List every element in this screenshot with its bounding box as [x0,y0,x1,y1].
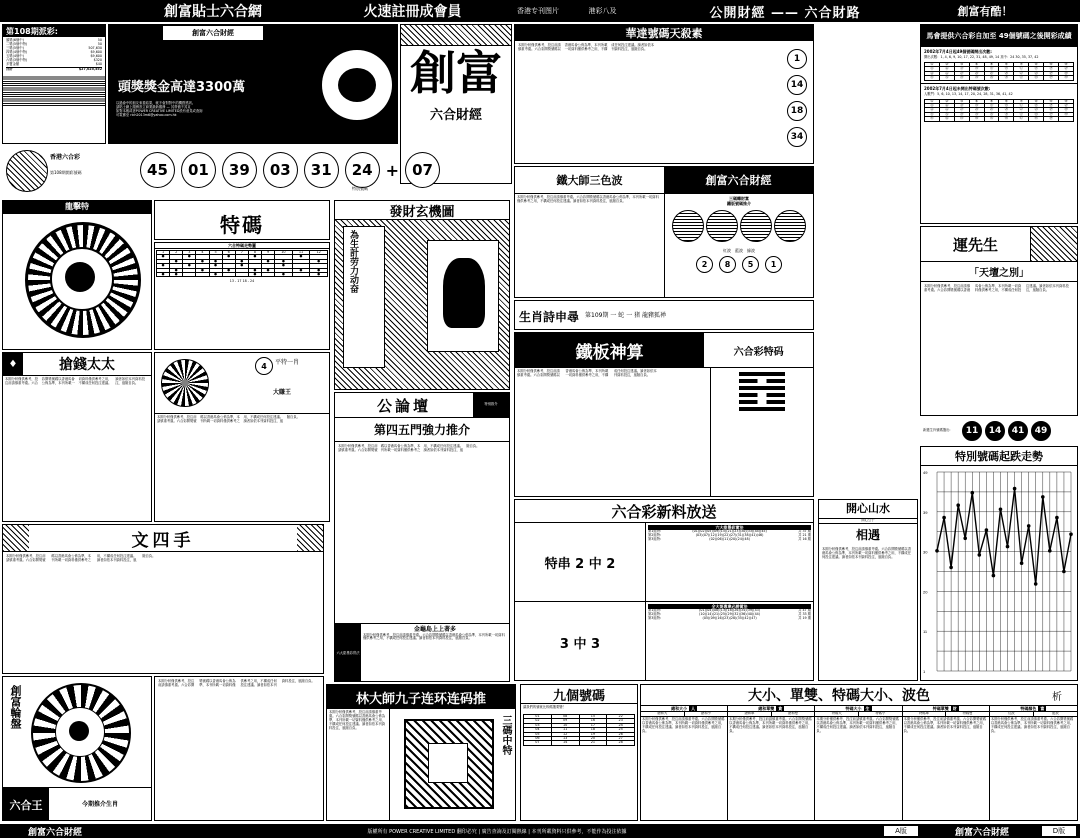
special-header-title: 特碼 [220,213,264,237]
promo-row-value: (01)(04)(08)(13)(18)(26)(34)(39)(43) [699,608,761,612]
draw-ball-2: 01 [181,152,216,188]
masthead-right1: 香港专刊图片 [517,7,559,15]
payout-label: 四獎(4個中特) [6,49,28,54]
payout-value: $27,025,552 [78,66,102,71]
three-color-left: 本期分析僅供參考，投注前請慎重考慮。六合彩開獎號碼以香港馬會公佈為準，本刊所載一切資料僅供參考之用，不構成任何投注建議。讀者如依本刊資料投注，風險自負。 [515,194,665,298]
nine-numbers-grid: 01 08 15 22 02 09 16 23 03 10 17 24 04 11 18 25 05 12 19 26 06 13 20 27 07 14 21 28 [523,714,635,746]
bottom-table-title: 特碼顏色 [1020,706,1037,711]
article-hotnumbers [514,24,814,164]
masthead-right-tag: 創富有酷！ [957,5,1013,18]
article-mr-luck [920,226,1078,416]
article-hotnumbers-body: 本期分析僅供參考，投注前請慎重考慮。六合彩開獎號碼以香港馬會公佈為準，本刊所載一切資料僅供參考之用，不構成任何投注建議。讀者如依本刊資料投注，風險自負。 [518,43,655,51]
fortune-picture-title: 發財玄機圖 [335,201,509,220]
article-wheel-diagram [2,200,152,350]
ironplate-sub: 六合彩特码 [733,346,784,358]
bottom-table-col1: 總和大 [657,711,668,715]
three-color-ball-2: 8 [719,256,736,273]
bottom-table-body: 本期分析僅供參考，投注前請慎重考慮。六合彩開獎號碼以香港馬會公佈為準，本刊所載一切資料僅供參考之用，不構成任何投注建議。讀者如依本刊資料投注，風險自負。 [642,716,725,733]
promo-row-value: (10)(14)(21)(25)(29)(32)(36)(40)(44) [699,611,761,616]
promo-row-value: (03)(07)(12)(19)(22)(27)(31)(38)(41)(46) [695,532,764,537]
bottom-table-col1: 特碼大 [831,711,842,715]
bottom-table-col2: 藍波 [1033,712,1077,716]
bottom-analysis-panel [640,684,1078,821]
liuhe-king-sub: 今期推介生肖 [81,801,118,809]
forum-title: 公論壇 [376,396,431,415]
ironplate-title: 鐵板神算 [515,333,704,367]
prize-banner [108,24,398,144]
symbol-body: 本期分析僅供參考，投注前請慎重考慮。六合彩開獎號碼以香港馬會公佈為準，本刊所載一切資料僅供參考之用，不構成任何投注建議。讀者如依本刊資料投注，風險自負。 [157,415,300,423]
article-three-color [514,166,814,298]
draw-special-ball: 07 [405,152,440,188]
prize-banner-logo: 創富六合財經 [163,26,263,40]
bottom-table-col2: 總和小 [684,712,728,716]
three-color-right [665,194,813,298]
bottom-table-badge: 富 [1040,706,1045,711]
payout-value: 50 [97,38,102,42]
draw-ball-3: 39 [222,152,257,188]
payout-label: 六獎(3個中特) [6,57,28,62]
mr-luck-title: 運先生 [952,235,998,254]
color-label-red: 紅波 [722,248,731,253]
symbol-caption: 平特一肖 [275,359,300,366]
promo-row-right: 共 21 期 [798,532,811,537]
three-color-ball-4: 1 [765,256,782,273]
prize-banner-text: 頭獎獎金高達3300萬 [118,80,246,95]
payout-label: 二獎(5個中特) [6,41,28,46]
symbol-subcaption: 大賺王 [273,389,292,396]
issue-payout-title: 第108期派彩: [3,25,105,37]
draw-numbers-row [140,146,440,194]
prize-banner-line3: 如對本報或者POWER CREATIVE LIMITED設有意見或查詢 [116,108,203,113]
svg-text:1: 1 [923,669,926,674]
promo-row-right: 共 16 期 [798,536,811,541]
article-master-lin [326,684,516,821]
svg-text:39: 39 [923,509,928,515]
trend-chart-canvas [921,466,1077,681]
ironplate-hexagram [711,368,813,497]
stats-panel-title: 馬會提供六合彩自加至 49個號碼之後開彩成績 [921,25,1077,47]
draw-special-label: 特別號碼 [352,186,368,191]
promo-row-label: 第3組特: [648,615,662,620]
forum-tag: 特别推介 [473,393,509,417]
happy-mountain-author: 開心公子 [819,519,917,524]
article-hotnumbers-title: 華達號碼天殺素 [515,25,813,41]
bottom-table-1 [728,706,815,821]
prize-banner-body [116,102,331,118]
trend-chart-svg [921,466,1077,681]
promo-row-right: 共 33 期 [798,611,811,616]
draw-ball-5: 31 [304,152,339,188]
special-number-grid: 1 2 3 4 5 6 7 8 9 10 11 12 ● ● ● ● ● ● ● ● ● ● ● ● ● ● ● ● ● ● ● ● ● ● ● ● ● ● ● ● ● ● [156,250,328,277]
forum-body: 本期分析僅供參考，投注前請慎重考慮。六合彩開獎號碼以香港馬會公佈為準，本刊所載一切資料僅供參考之用，不構成任何投注建議。讀者如依本刊資料投注，風險自負。 [338,444,480,452]
zodiac-poem-title: 生肖詩申尋 [519,309,580,324]
bottom-table-body: 本期分析僅供參考，投注前請慎重考慮。六合彩開獎號碼以香港馬會公佈為準，本刊所載一切資料僅供參考之用，不構成任何投注建議。讀者如依本刊資料投注，風險自負。 [903,716,987,733]
svg-text:49: 49 [923,470,928,475]
symbol-ball-4: 4 [255,357,273,375]
draw-label-block [2,146,112,194]
bottom-table-col1: 紅波 [1008,711,1015,715]
prize-banner-sub: 以過會中的朋友來看結果，就不會對對中的機感感到。 [116,101,196,105]
mr-luck-portrait-icon [1030,227,1077,261]
article-zodiac-poem [514,300,814,330]
happy-mountain-title: 開心山水 [819,500,917,519]
bottom-table-col1: 特碼單 [918,711,929,715]
four-hands-body: 本期分析僅供參考，投注前請慎重考慮。六合彩開獎號碼以香港馬會公佈為準，本刊所載一切資料僅供參考之用，不構成任何投注建議。讀者如依本刊資料投注，風險自負。 [6,554,156,562]
stats-sec1-title: 2002年7月4日起49個號碼開出次數: [924,49,992,54]
article-three-color-logo: 創富六合財經 [664,167,813,193]
payout-value: $9,600 [90,53,102,58]
fortune-picture-sub: 為生計劳力动奋 [348,230,358,293]
article-liuhe-king [2,676,152,821]
sidebar-text-body: 本期分析僅供參考，投注前請慎重考慮。六合彩開獎號碼以香港馬會公佈為準，本刊所載一切資料僅供參考之用，不構成任何投注建議。讀者如依本刊資料投注，風險自負。 [158,679,315,687]
svg-text:20: 20 [923,589,928,595]
svg-text:11: 11 [923,629,928,635]
footer-page-d: D版 [1042,826,1076,836]
prize-banner-line2: 請貼士網上服務設立商業最新服務 — 其實億不其克 [116,104,191,109]
forum-gold-title: 金龜島上上著多 [413,626,456,633]
article-special-header [154,200,330,240]
bottom-analysis-title: 大小、單雙、特碼大小、波色 [748,688,930,704]
bottom-table-body: 本期分析僅供參考，投注前請慎重考慮。六合彩開獎號碼以香港馬會公佈為準，本刊所載一切資料僅供參考之用，不構成任何投注建議。讀者如依本刊資料投注，風險自負。 [729,716,812,733]
stats-sec2-title: 2002年7月4日起未開出特碼號次數: [921,83,1077,93]
prize-banner-line4: 可電郵至 rich2013m6@yahoo.com.hk [116,112,177,117]
stats-sec1-text: 開出次數：1, 4, 6, 9, 10, 17, 22, 31, 48, 49, 14 其中：24 30, 35, 37, 42 [924,55,1039,59]
promo-row-label: 第2組特: [648,532,662,537]
masthead-band-title: 公開財經 —— 六合財路 [709,5,861,21]
bottom-table-badge: 貪 [778,706,783,711]
nine-numbers-title: 九個號碼 [521,685,637,704]
master-lin-sub: 三碼中特 [500,715,511,755]
bottom-table-title: 總和單雙 [758,706,775,711]
master-lin-title: 林大師九子连环连码推 [327,685,515,709]
promo-t2-header [515,602,646,681]
article-three-color-title: 鐵大師三色波 [556,174,623,187]
three-color-ball-1: 2 [696,256,713,273]
article-fortune-picture [334,200,510,390]
draw-ball-6: 24 [345,152,380,188]
promo-row-right: 共 47 期 [798,608,811,612]
promo-row-right: 共 37 期 [798,529,811,533]
bottom-table-3 [903,706,990,821]
draw-ball-1: 45 [140,152,175,188]
article-forum [334,392,510,682]
article-four-hands [2,524,324,674]
money-lady-icon: ♦ [3,353,23,375]
promo-row-value: (02)(06)(11)(20)(24)(48) [709,536,750,541]
payout-value: 50 [97,41,102,46]
promo-row-label: 第1組特: [648,529,662,533]
draw-ball-4: 03 [263,152,298,188]
stats-sec2-text: 人數門：5, 6, 10, 13, 14, 17, 20, 24, 28, 31, 36, 41, 42 [924,91,1013,96]
payout-value: $40 [95,61,102,66]
promo-row-value: (01)(02)(05)(09)(15)(21)(23)(30)(33)(44)(45) [692,529,767,533]
bottom-table-title: 特碼大小 [845,706,862,711]
four-hands-title: 文四手 [131,530,195,551]
article-nine-numbers [520,684,638,821]
cover-big-title: 創富 [410,46,502,100]
mr-luck-subtitle: 「天壇之別」 [921,262,1077,282]
hk-logo-icon [6,150,48,192]
payout-label: 三獎(5個中) [6,45,24,50]
bottom-table-0 [641,706,728,821]
special-number-range: 13 - 17 18 - 24 [229,279,255,284]
article-symbol-block [154,352,330,522]
article-new-material [514,499,814,681]
liuhe-king-title: 六合王 [3,788,49,821]
special-pick-ball-3: 41 [1008,421,1028,441]
plus-sign-icon: + [385,160,400,180]
footer-page-a: A版 [884,826,918,836]
liuhe-king-sidetitle: 創富輪盤 [9,685,22,729]
bottom-table-col2: 特碼雙 [945,712,989,716]
article-happy-mountain [818,499,918,681]
masthead-mid-title: 火速註冊成會員 [363,4,462,20]
special-number-caption: 六合特碼走勢圖 [155,243,329,249]
three-color-ball-3: 5 [742,256,759,273]
money-lady-title: 搶錢太太 [59,357,115,373]
footer-left-logo: 創富六合財經 [27,827,82,838]
special-pick-ball-1: 11 [962,421,982,441]
bottom-table-badge: 生 [865,706,870,711]
ironplate-body: 本期分析僅供參考，投注前請慎重考慮。六合彩開獎號碼以香港馬會公佈為準，本刊所載一切資料僅供參考之用，不構成任何投注建議。讀者如依本刊資料投注，風險自負。 [515,368,711,497]
zodiac-poem-sub: 第109期 一 蛇 一 猪 龍豬狐禅 [585,312,667,320]
promo-row-label: 第2組特: [648,611,662,616]
footer-right-logo: 創富六合財經 [954,827,1009,838]
mr-luck-body: 本期分析僅供參考，投注前請慎重考慮。六合彩開獎號碼以香港馬會公佈為準，本刊所載一切資料僅供參考之用，不構成任何投注建議。讀者如依本刊資料投注，風險自負。 [924,284,1069,292]
forum-badge: 六大甜墨彩實法 [335,624,361,682]
forum-gold-body: 本期分析僅供參考，投注前請慎重考慮。六合彩開獎號碼以香港馬會公佈為準，本刊所載一切資料僅供參考之用，不構成任何投注建議。讀者如依本刊資料投注，風險自負。 [363,632,505,641]
bottom-table-body: 本期分析僅供參考，投注前請慎重考慮。六合彩開獎號碼以香港馬會公佈為準，本刊所載一切資料僅供參考之用，不構成任何投注建議。讀者如依本刊資料投注，風險自負。 [990,716,1074,733]
special-pick-ball-2: 14 [985,421,1005,441]
bottom-table-title: 特碼單雙 [932,706,949,711]
master-lin-body: 本期分析僅供參考，投注前請慎重考慮。六合彩開獎號碼以香港馬會公佈為準，本刊所載一切資料僅供參考之用，不構成任何投注建議。讀者如依本刊資料投注，風險自負。 [327,709,390,821]
wheel-diagram-title: 龍擊特 [3,201,151,214]
payout-label: 頭獎(6個中) [6,38,24,42]
payout-label: 合計 [6,66,13,71]
svg-text:30: 30 [923,549,928,555]
bottom-table-col2: 特碼小 [858,712,902,716]
promo-row-label: 第3組特: [648,536,662,541]
bottom-table-badge: 財 [952,706,957,711]
masthead-right2: 港彩八及 [588,7,617,15]
bottom-table-title: 總和大小 [671,706,688,711]
stats-grid-2: ① ② ③ ④ ⑤ ⑥ ⑦ ⑧ ⑨ ⑩ ⑪ ⑫ ⑬ ⑭ ⑮ ⑯ ⑰ ⑱ ⑲ ⑳ ㉑ ㉒ ㉓ ㉔ ㉕ ㉖ ㉗ ㉘ ㉙ ㉚ ㉛ ㉜ ㉝ ㉞ ㉟ ㊱ ㊲ ㊳ ㊴ ㊵ ㊶ ㊷ ㊸ ㊹ ㊺ ㊻ ㊼ ㊽ ㊾ [921,97,1077,124]
payout-value: $320 [93,57,102,62]
fortune-picture-art [335,220,509,390]
footer-bar [0,824,1080,838]
promo-t2-title: 3 中 3 [559,637,601,652]
promo-row-right: 共 19 期 [798,615,811,620]
hot-ball-1: 1 [787,49,807,69]
money-lady-body: 本期分析僅供參考，投注前請慎重考慮。六合彩開獎號碼以香港馬會公佈為準，本刊所載一切資料僅供參考之用，不構成任何投注建議。讀者如依本刊資料投注，風險自負。 [5,377,145,385]
promo-row-value: (05)(09)(16)(23)(28)(35)(42)(47) [702,615,757,620]
bottom-table-4 [990,706,1077,821]
symbol-wheel-icon [161,359,209,407]
draw-issue-label: 第108期開彩號碼 [50,170,82,175]
trend-chart-title: 特別號碼起跌走勢 [921,447,1077,466]
bottom-table-badge: 人 [691,706,696,711]
special-pick-ball-4: 49 [1031,421,1051,441]
bottom-table-col2: 總和雙 [771,712,815,716]
bottom-analysis-suffix: 析 [1052,691,1062,703]
hot-ball-4: 34 [787,127,807,147]
color-label-blue: 藍波 [734,248,743,253]
bottom-table-col1: 總和單 [744,711,755,715]
hot-ball-2: 14 [787,75,807,95]
payout-value: $9,600 [90,49,102,54]
draw-org-label: 香港六合彩 [50,154,81,161]
color-label-green: 綠波 [746,248,755,253]
bottom-table-2 [815,706,902,821]
payout-label: 多寶金額 [6,61,20,66]
article-sidebar-text [154,676,324,821]
bottom-table-body: 本期分析僅供參考，投注前請慎重考慮。六合彩開獎號碼以香港馬會公佈為準，本刊所載一切資料僅供參考之用，不構成任何投注建議。讀者如依本刊資料投注，風險自負。 [816,716,899,733]
promo-t2-side: 全大斑專業必勝賞法 [648,604,811,609]
stats-panel [920,24,1078,224]
cover-sub-title: 六合財經 [429,107,482,123]
stats-grid-1: ① ② ③ ④ ⑤ ⑥ ⑦ ⑧ ⑨ ⑩ ⑪ ⑫ ⑬ ⑭ ⑮ ⑯ ⑰ ⑱ ⑲ ⑳ ㉑ ㉒ ㉓ ㉔ ㉕ ㉖ ㉗ ㉘ ㉙ ㉚ ㉛ ㉜ ㉝ ㉞ ㉟ ㊱ ㊲ ㊳ ㊴ ㊵ [921,60,1077,83]
trend-chart-panel [920,446,1078,681]
three-color-caption: 三碼轉財富 鐵版號碼推介 [726,196,751,206]
issue-payout-box [2,24,106,144]
promo-t1-side: 六大甜墨彩實法 [648,525,811,530]
article-ironplate [514,332,814,497]
footer-center-text: 版權所有 POWER CREATIVE LIMITED 翻印必究 | 廣告查詢及訂閱熱線 | 本刊所載資料只供參考，不能作為投注依據 [367,828,627,835]
happy-mountain-body: 本期分析僅供參考，投注前請慎重考慮。六合彩開獎號碼以香港馬會公佈為準，本刊所載一切資料僅供參考之用，不構成任何投注建議。讀者如依本刊資料投注，風險自負。 [822,546,912,559]
special-number-table [154,242,330,350]
nine-numbers-sub: 讓我們的號就比較碼選要變！ [523,705,566,709]
masthead-left-title: 創富貼士六合網 [164,4,262,20]
issue-payout-rows [3,37,105,74]
payout-value: 507,630 [88,45,102,50]
new-material-title: 六合彩新料放送 [515,500,813,523]
promo-t1-header [515,523,646,601]
hot-ball-3: 18 [787,101,807,121]
article-money-lady [2,352,152,522]
happy-mountain-sub: 相遇 [855,527,880,542]
special-pick-row [920,418,1078,444]
promo-row-label: 第1組特: [648,608,662,612]
payout-label: 五獎(4個中) [6,53,24,58]
special-pick-label: 新選生肖號碼選出: [923,428,951,433]
promo-t1-title: 特串 2 中 2 [544,556,616,572]
forum-sub: 第四五門強力推介 [335,418,509,442]
